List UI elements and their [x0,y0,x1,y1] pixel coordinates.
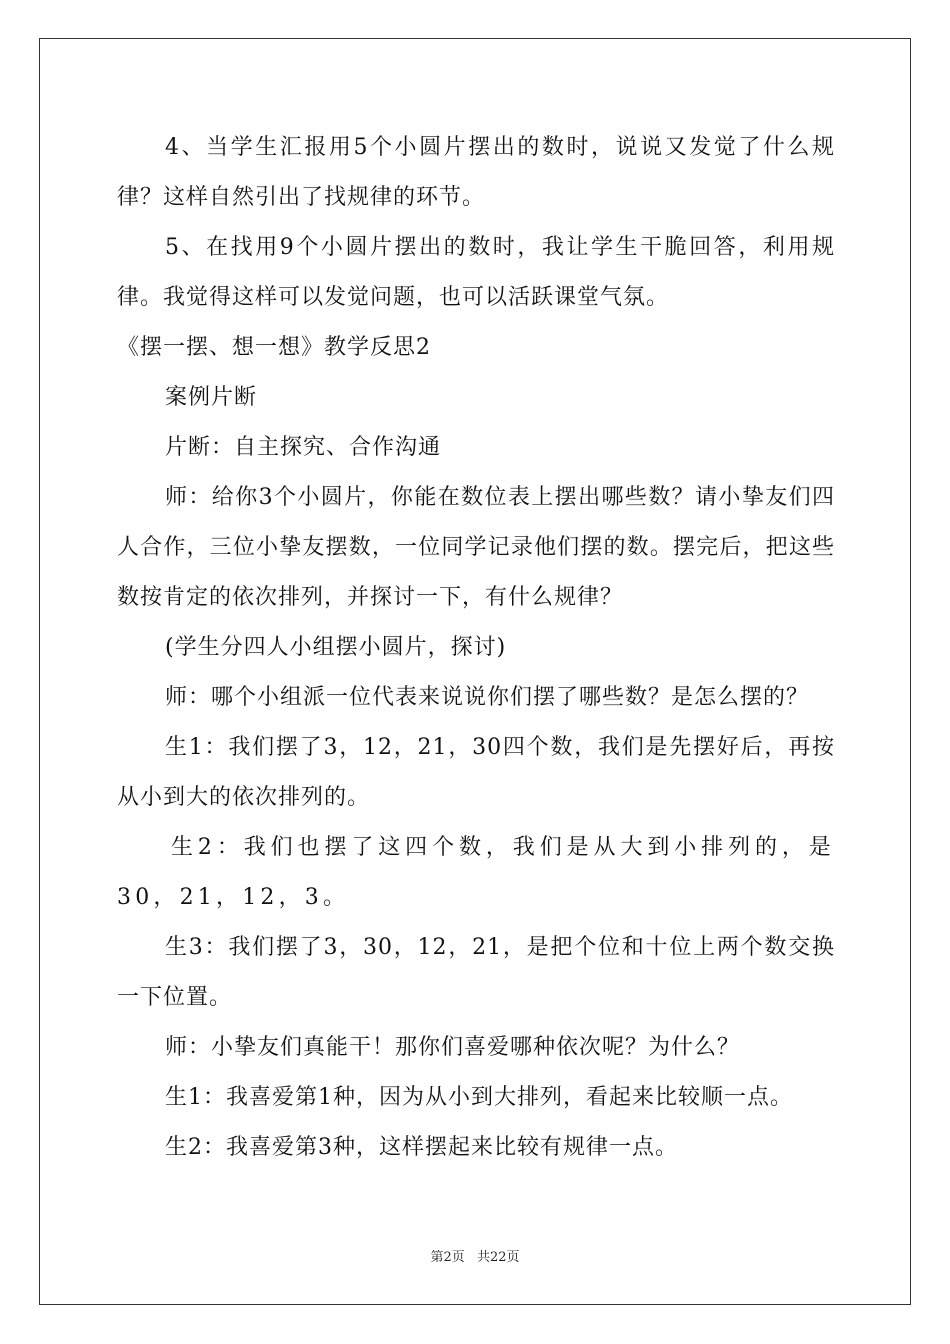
teacher-followup: 师：小挚友们真能干！那你们喜爱哪种依次呢？为什么？ [165,1035,741,1060]
section-title: 《摆一摆、想一想》教学反思2 [117,335,431,360]
document-body [117,123,835,1173]
student-2-answer: 生2：我们也摆了这四个数，我们是从大到小排列的，是30，21，12，3。 [117,835,835,910]
teacher-prompt: 师：哪个小组派一位代表来说说你们摆了哪些数？是怎么摆的？ [165,685,810,710]
paragraph-5: 5、在找用9个小圆片摆出的数时，我让学生干脆回答，利用规律。我觉得这样可以发觉问题，也可以活跃课堂气氛。 [117,235,835,310]
page-number: 第2页 [430,1250,465,1265]
page-footer [0,1246,950,1265]
student-activity-note: (学生分四人小组摆小圆片，探讨) [165,635,507,660]
paragraph-4: 4、当学生汇报用5个小圆片摆出的数时，说说又发觉了什么规律？这样自然引出了找规律的环节。 [117,135,835,210]
teacher-question: 师：给你3个小圆片，你能在数位表上摆出哪些数？请小挚友们四人合作，三位小挚友摆数，一位同学记录他们摆的数。摆完后，把这些数按肯定的依次排列，并探讨一下，有什么规律？ [117,485,835,610]
page-total: 共22页 [476,1250,520,1265]
student-2-preference: 生2：我喜爱第3种，这样摆起来比较有规律一点。 [165,1135,678,1160]
fragment-heading: 片断：自主探究、合作沟通 [165,435,442,460]
student-1-answer: 生1：我们摆了3，12，21，30四个数，我们是先摆好后，再按从小到大的依次排列的。 [117,735,835,810]
case-heading: 案例片断 [165,385,258,410]
student-1-preference: 生1：我喜爱第1种，因为从小到大排列，看起来比较顺一点。 [165,1085,793,1110]
student-3-answer: 生3：我们摆了3，30，12，21，是把个位和十位上两个数交换一下位置。 [117,935,835,1010]
